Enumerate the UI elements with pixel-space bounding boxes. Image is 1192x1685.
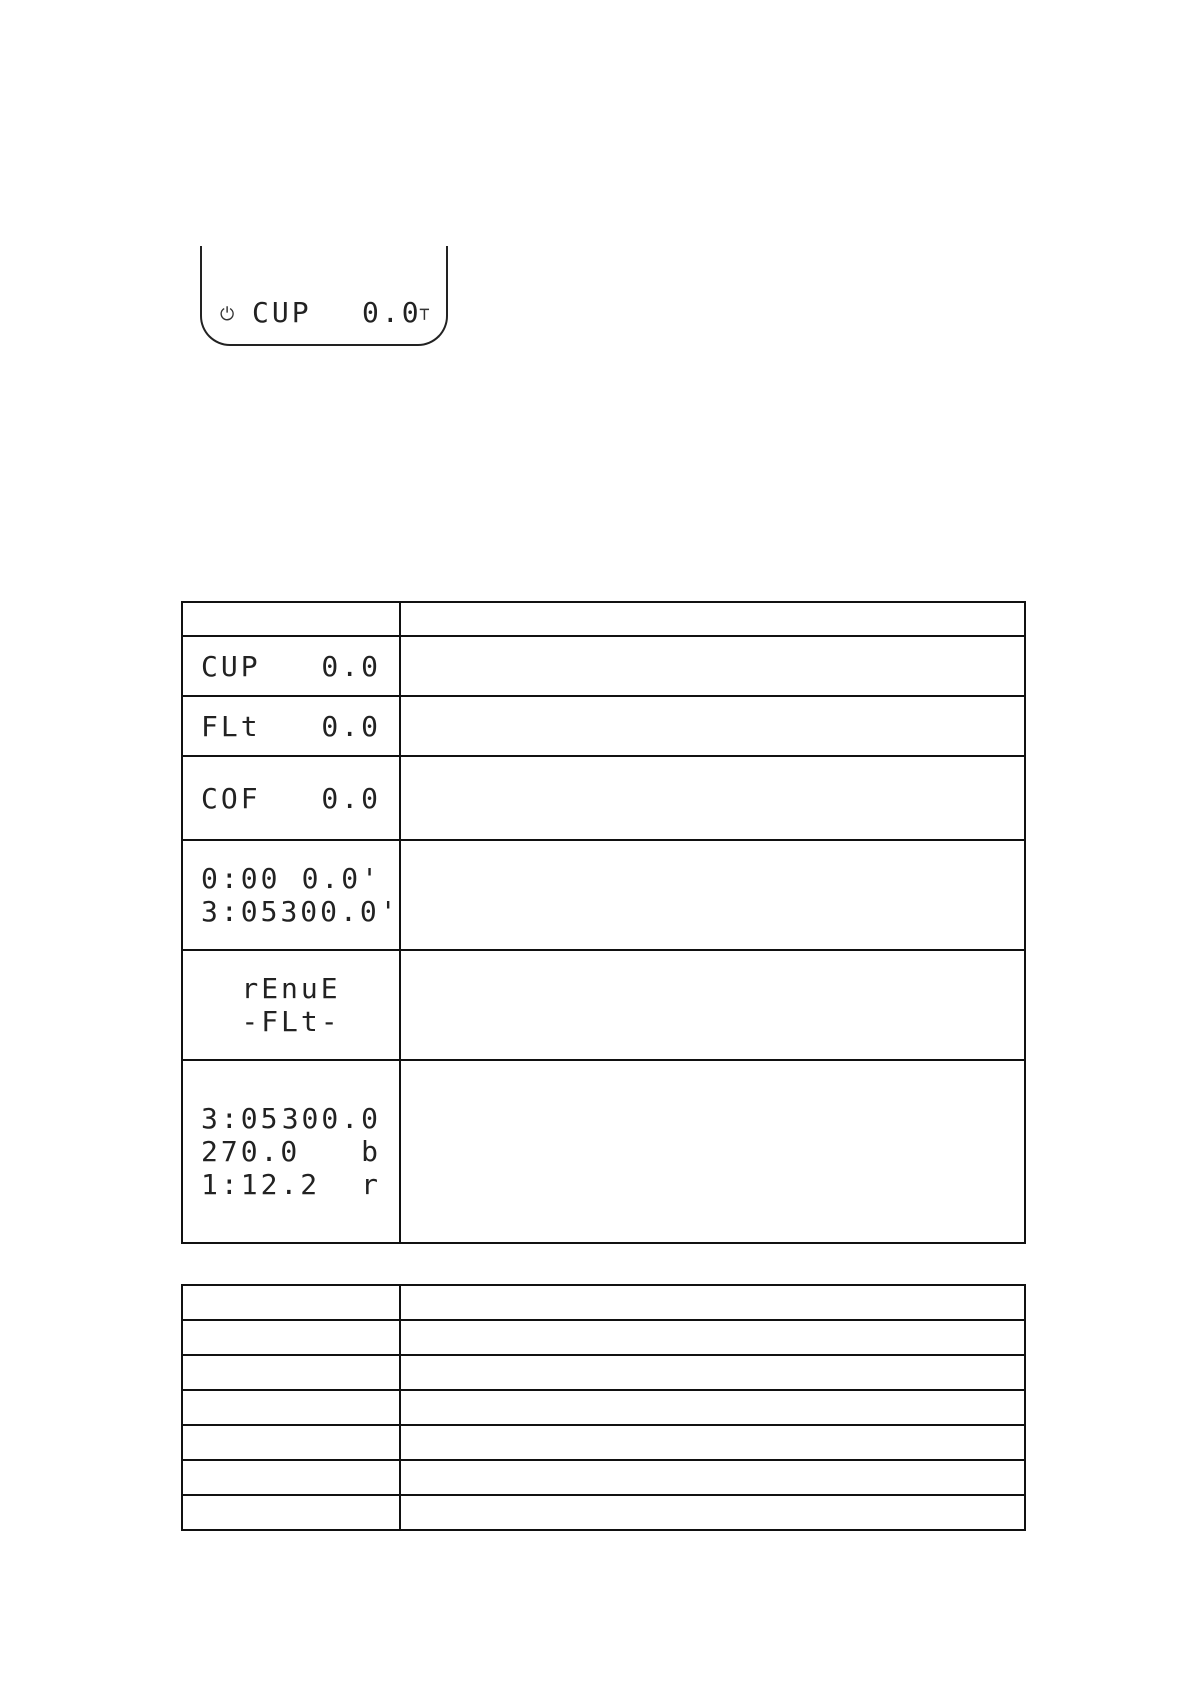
power-icon[interactable]: ⏻ <box>220 304 235 325</box>
description-cell <box>400 756 1025 840</box>
lcd-mode: COF <box>201 781 261 815</box>
lcd-mode: FLt <box>201 709 261 743</box>
table-row <box>182 696 1025 756</box>
lcd-value: 0.0' <box>301 862 381 895</box>
table-row <box>182 636 1025 696</box>
scale-display-panel <box>200 246 448 346</box>
tare-icon[interactable]: ⊤ <box>419 304 430 325</box>
lcd-timer: 0:00 <box>201 862 281 895</box>
lcd-value: 0.0 <box>321 781 381 815</box>
lcd-value: 300.0' <box>280 895 400 928</box>
table-row <box>182 840 1025 950</box>
table-row <box>182 756 1025 840</box>
description-cell <box>400 840 1025 950</box>
table-row <box>182 1320 1025 1355</box>
lcd-indicator: r <box>361 1168 381 1201</box>
lcd-value: 0.0 <box>321 649 381 683</box>
lcd-menu-title: rEnuE <box>241 972 341 1005</box>
display-modes-table <box>181 601 1026 1244</box>
table-row <box>182 1390 1025 1425</box>
display-weight: 0.0 <box>362 296 422 329</box>
table-row <box>182 1355 1025 1390</box>
table-row <box>182 1460 1025 1495</box>
table-header-cell <box>400 602 1025 636</box>
table-row <box>182 1495 1025 1530</box>
display-mode: CUP <box>252 296 312 329</box>
table-header-row <box>182 602 1025 636</box>
lcd-value: 0.0 <box>321 709 381 743</box>
description-cell <box>400 950 1025 1060</box>
lcd-timer: 3:05 <box>201 1102 281 1135</box>
lcd-value: 300.0 <box>281 1102 381 1135</box>
description-cell <box>400 636 1025 696</box>
lcd-value: 270.0 <box>201 1135 301 1168</box>
table-row <box>182 950 1025 1060</box>
lcd-ratio: 1:12.2 <box>201 1168 321 1201</box>
description-cell <box>400 1060 1025 1243</box>
table-row <box>182 1425 1025 1460</box>
lcd-indicator: b <box>361 1135 381 1168</box>
table-row <box>182 1285 1025 1320</box>
lcd-mode: CUP <box>201 649 261 683</box>
table-row <box>182 1060 1025 1243</box>
lcd-menu-item: -FLt- <box>241 1005 341 1038</box>
lcd-timer: 3:05 <box>201 895 281 928</box>
description-cell <box>400 696 1025 756</box>
key-table <box>181 1284 1026 1531</box>
table-header-cell <box>182 602 400 636</box>
